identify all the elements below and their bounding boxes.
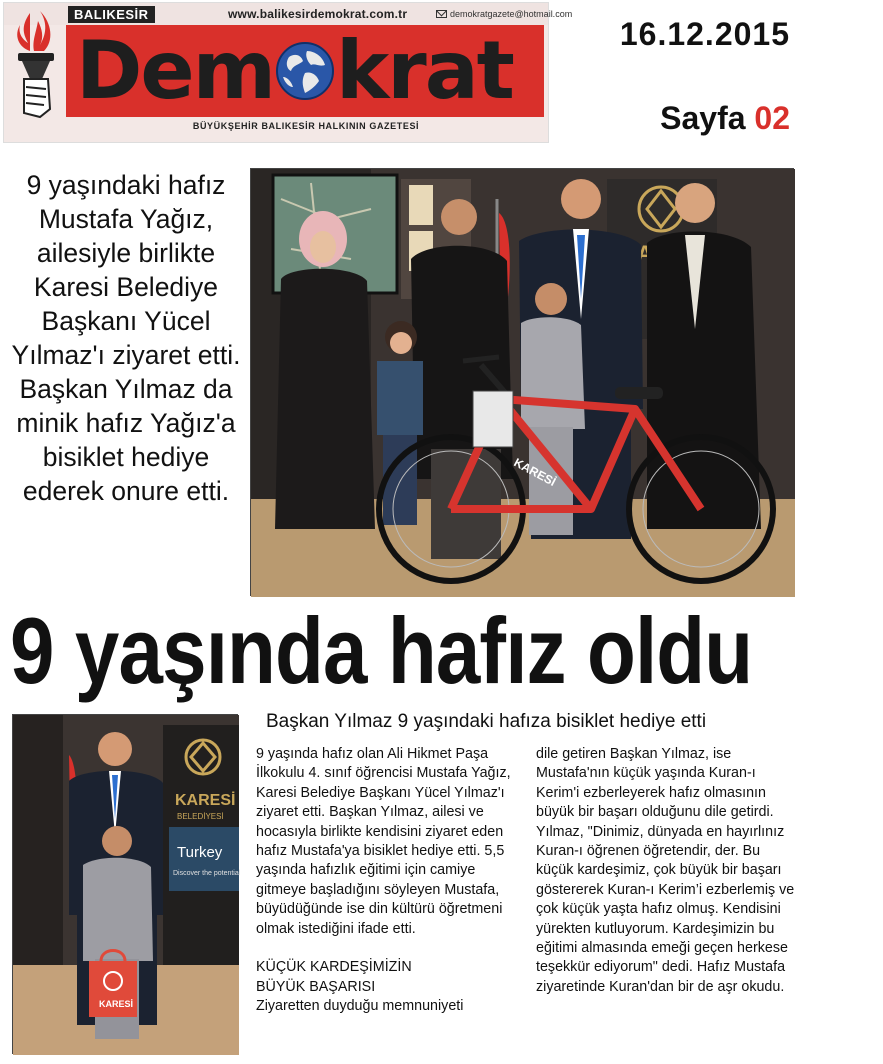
issue-date: 16.12.2015: [619, 16, 790, 52]
article-paragraph-2: Ziyaretten duyduğu memnuniyeti: [256, 998, 464, 1015]
masthead-email[interactable]: [436, 9, 572, 19]
masthead-city: BALIKESİR: [68, 6, 155, 23]
article-paragraph-3: dile getiren Başkan Yılmaz, ise Mustafa'nın küçük yaşında Kuran-ı Kerim'i ezberleyerek hafız olmasının büyük bir başarı olduğunu dile getirdi. Yılmaz, "Dinimiz, dünyada en hayırlınız Kuran-ı öğrenen öğretendir, der. Bu küçük kardeşimiz, çok büyük bir başarı göstererek Kuran-ı Kerim’i ezberlemiş ve çok küçük yaşta hafız olmuş. Kendisini yürekten kutluyorum. Kardeşimizin bu eğitimi almasında emeği geçen herkese teşekkür ediyorum" dedi. Hafız Mustafa ziyaretinde Kuran'dan bir de aşr okudu.: [536, 746, 795, 995]
article-column-1: [256, 745, 518, 1017]
side-sign-line1: KARESİ: [175, 792, 236, 809]
spot-text: 9 yaşındaki hafız Mustafa Yağız, ailesiyle birlikte Karesi Belediye Başkanı Yücel Yılmaz'ı ziyaret etti. Başkan Yılmaz da minik hafız Yağız'a bisiklet hediye ederek onure etti.: [11, 170, 241, 506]
main-photo[interactable]: [250, 168, 794, 596]
mail-icon: [436, 10, 447, 18]
page-label: Sayfa: [660, 100, 746, 136]
bag-label: KARESİ: [99, 999, 134, 1009]
torch-icon: [10, 9, 62, 121]
article-subtitle-line2: BÜYÜK BAŞARISI: [256, 978, 376, 995]
logo-text-part2: krat: [336, 24, 513, 117]
article-subtitle-line1: KÜÇÜK KARDEŞİMİZİN: [256, 959, 412, 976]
logo-text-part1: Dem: [76, 24, 275, 117]
headline-text: 9 yaşında hafız oldu: [10, 598, 753, 703]
page-number: [660, 100, 790, 137]
bike-decal: KARESİ: [511, 455, 559, 489]
masthead: [3, 2, 573, 143]
side-sign-line2: BELEDİYESİ: [177, 812, 224, 821]
article-paragraph-1: 9 yaşında hafız olan Ali Hikmet Paşa İlkokulu 4. sınıf öğrencisi Mustafa Yağız, Karesi Belediye Başkanı Yücel Yılmaz'ı ziyaret etti. Başkan Yılmaz, ailesi ve hocasıyla birlikte kendisini ziyaret eden hafız Mustafa'ya bisiklet hediye etti. 5,5 yaşında hafızlık eğitimi için camiye gitmeye başladığını söyleyen Mustafa, büyüdüğünde ise din kültürü öğretmeni olmak istediğini ifade etti.: [256, 746, 511, 937]
masthead-url[interactable]: www.balikesirdemokrat.com.tr: [228, 7, 408, 21]
side-photo[interactable]: [12, 714, 241, 1054]
side-banner: Turkey: [177, 844, 223, 861]
article-column-2: [536, 745, 796, 997]
masthead-logo[interactable]: [66, 25, 544, 117]
masthead-slogan: BÜYÜKŞEHİR BALIKESİR HALKININ GAZETESİ: [192, 121, 420, 131]
side-banner-sub: Discover the potential: [173, 870, 241, 877]
masthead-email-text: demokratgazete@hotmail.com: [450, 9, 573, 19]
globe-icon: [275, 41, 335, 101]
subheadline: Başkan Yılmaz 9 yaşındaki hafıza bisiklet hediye etti: [266, 711, 707, 732]
headline: [10, 600, 796, 702]
page-number-value: 02: [754, 100, 790, 136]
